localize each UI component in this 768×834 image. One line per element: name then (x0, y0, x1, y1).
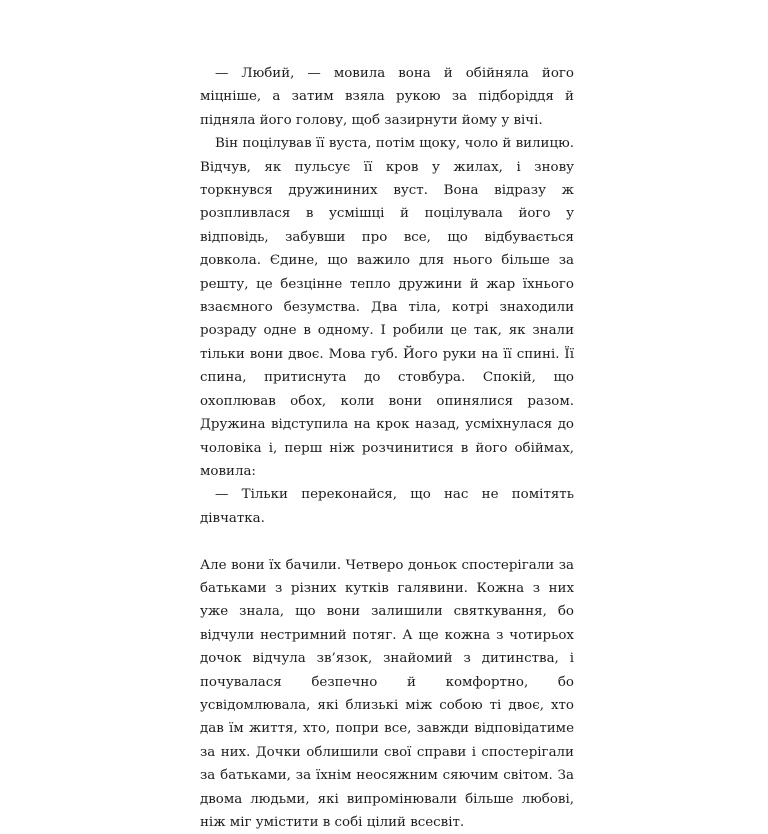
section-break (200, 530, 574, 553)
paragraph-narrative: Він поцілував її вуста, потім щоку, чоло й вилицю. Відчув, як пульсує її кров у жилах, і знову торкнувся дружининих вуст. Вона відразу ж розпливлася в усмішці й поцілувала його у відповідь, забувши про все, що відбувається довкола. Єдине, що важило для нього більше за решту, це безцінне тепло дружини й жар їхнього взаємного безумства. Два тіла, котрі знаходили розраду одне в одному. І робили це так, як знали тільки вони двоє. Мова губ. Його руки на її спині. Її спина, притиснута до стовбура. Спокій, що охоплював обох, коли вони опинялися разом. Дружина відступила на крок назад, усміхнулася до чоловіка і, перш ніж розчинитися в його обіймах, мовила: (200, 136, 574, 479)
paragraph-dialogue-2: — Тільки переконайся, що нас не помітять дівчатка. (200, 487, 574, 526)
page-text (200, 62, 574, 834)
paragraph-dialogue-1: — Любий, — мовила вона й обійняла його міцніше, а затим взяла рукою за підборіддя й підняла його голову, щоб зазирнути йому у вічі. (200, 66, 574, 128)
paragraph-section-start: Але вони їх бачили. Четверо доньок спостерігали за батьками з різних кутків галявини. Кожна з них уже знала, що вони залишили святкування, бо відчули нестримний потяг. А ще кожна з чотирьох дочок відчула зв’язок, знайомий з дитинства, і почувалася безпечно й комфортно, бо усвідомлювала, які близькі між собою ті двоє, хто дав їм життя, хто, попри все, завжди відповідатиме за них. Дочки облишили свої справи і спостерігали за батьками, за їхнім неосяжним сяючим світом. За двома людьми, які випромінювали більше любові, ніж міг умістити в собі цілий всесвіт. (200, 557, 574, 830)
